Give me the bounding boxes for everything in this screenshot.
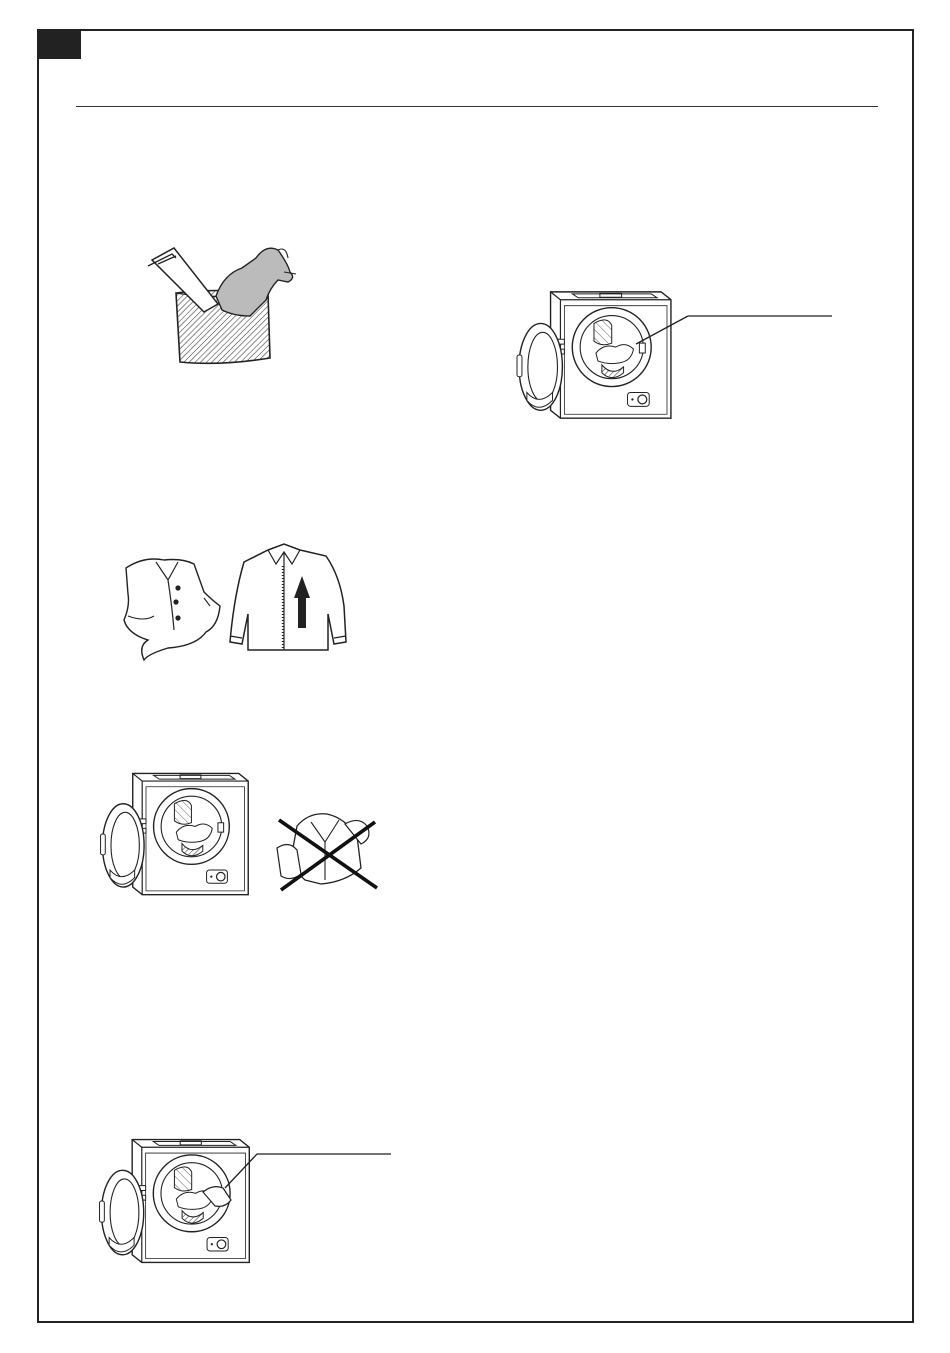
do-not-overload-illustration (95, 764, 385, 906)
buttoned-shirt-icon (108, 536, 354, 660)
fasten-garments-illustration (108, 536, 354, 660)
dryer-loading-icon (95, 1130, 395, 1274)
page-frame (37, 29, 914, 1323)
page-number-tab (37, 29, 81, 59)
pocket-check-illustration (138, 238, 310, 370)
dryer-filter-callout-illustration (512, 282, 836, 430)
header-divider (76, 106, 878, 107)
loading-callout-illustration (95, 1130, 395, 1274)
hand-in-pocket-icon (138, 238, 310, 370)
dryer-door-open-icon (512, 282, 836, 430)
crossed-out-clothes-icon (95, 764, 385, 906)
